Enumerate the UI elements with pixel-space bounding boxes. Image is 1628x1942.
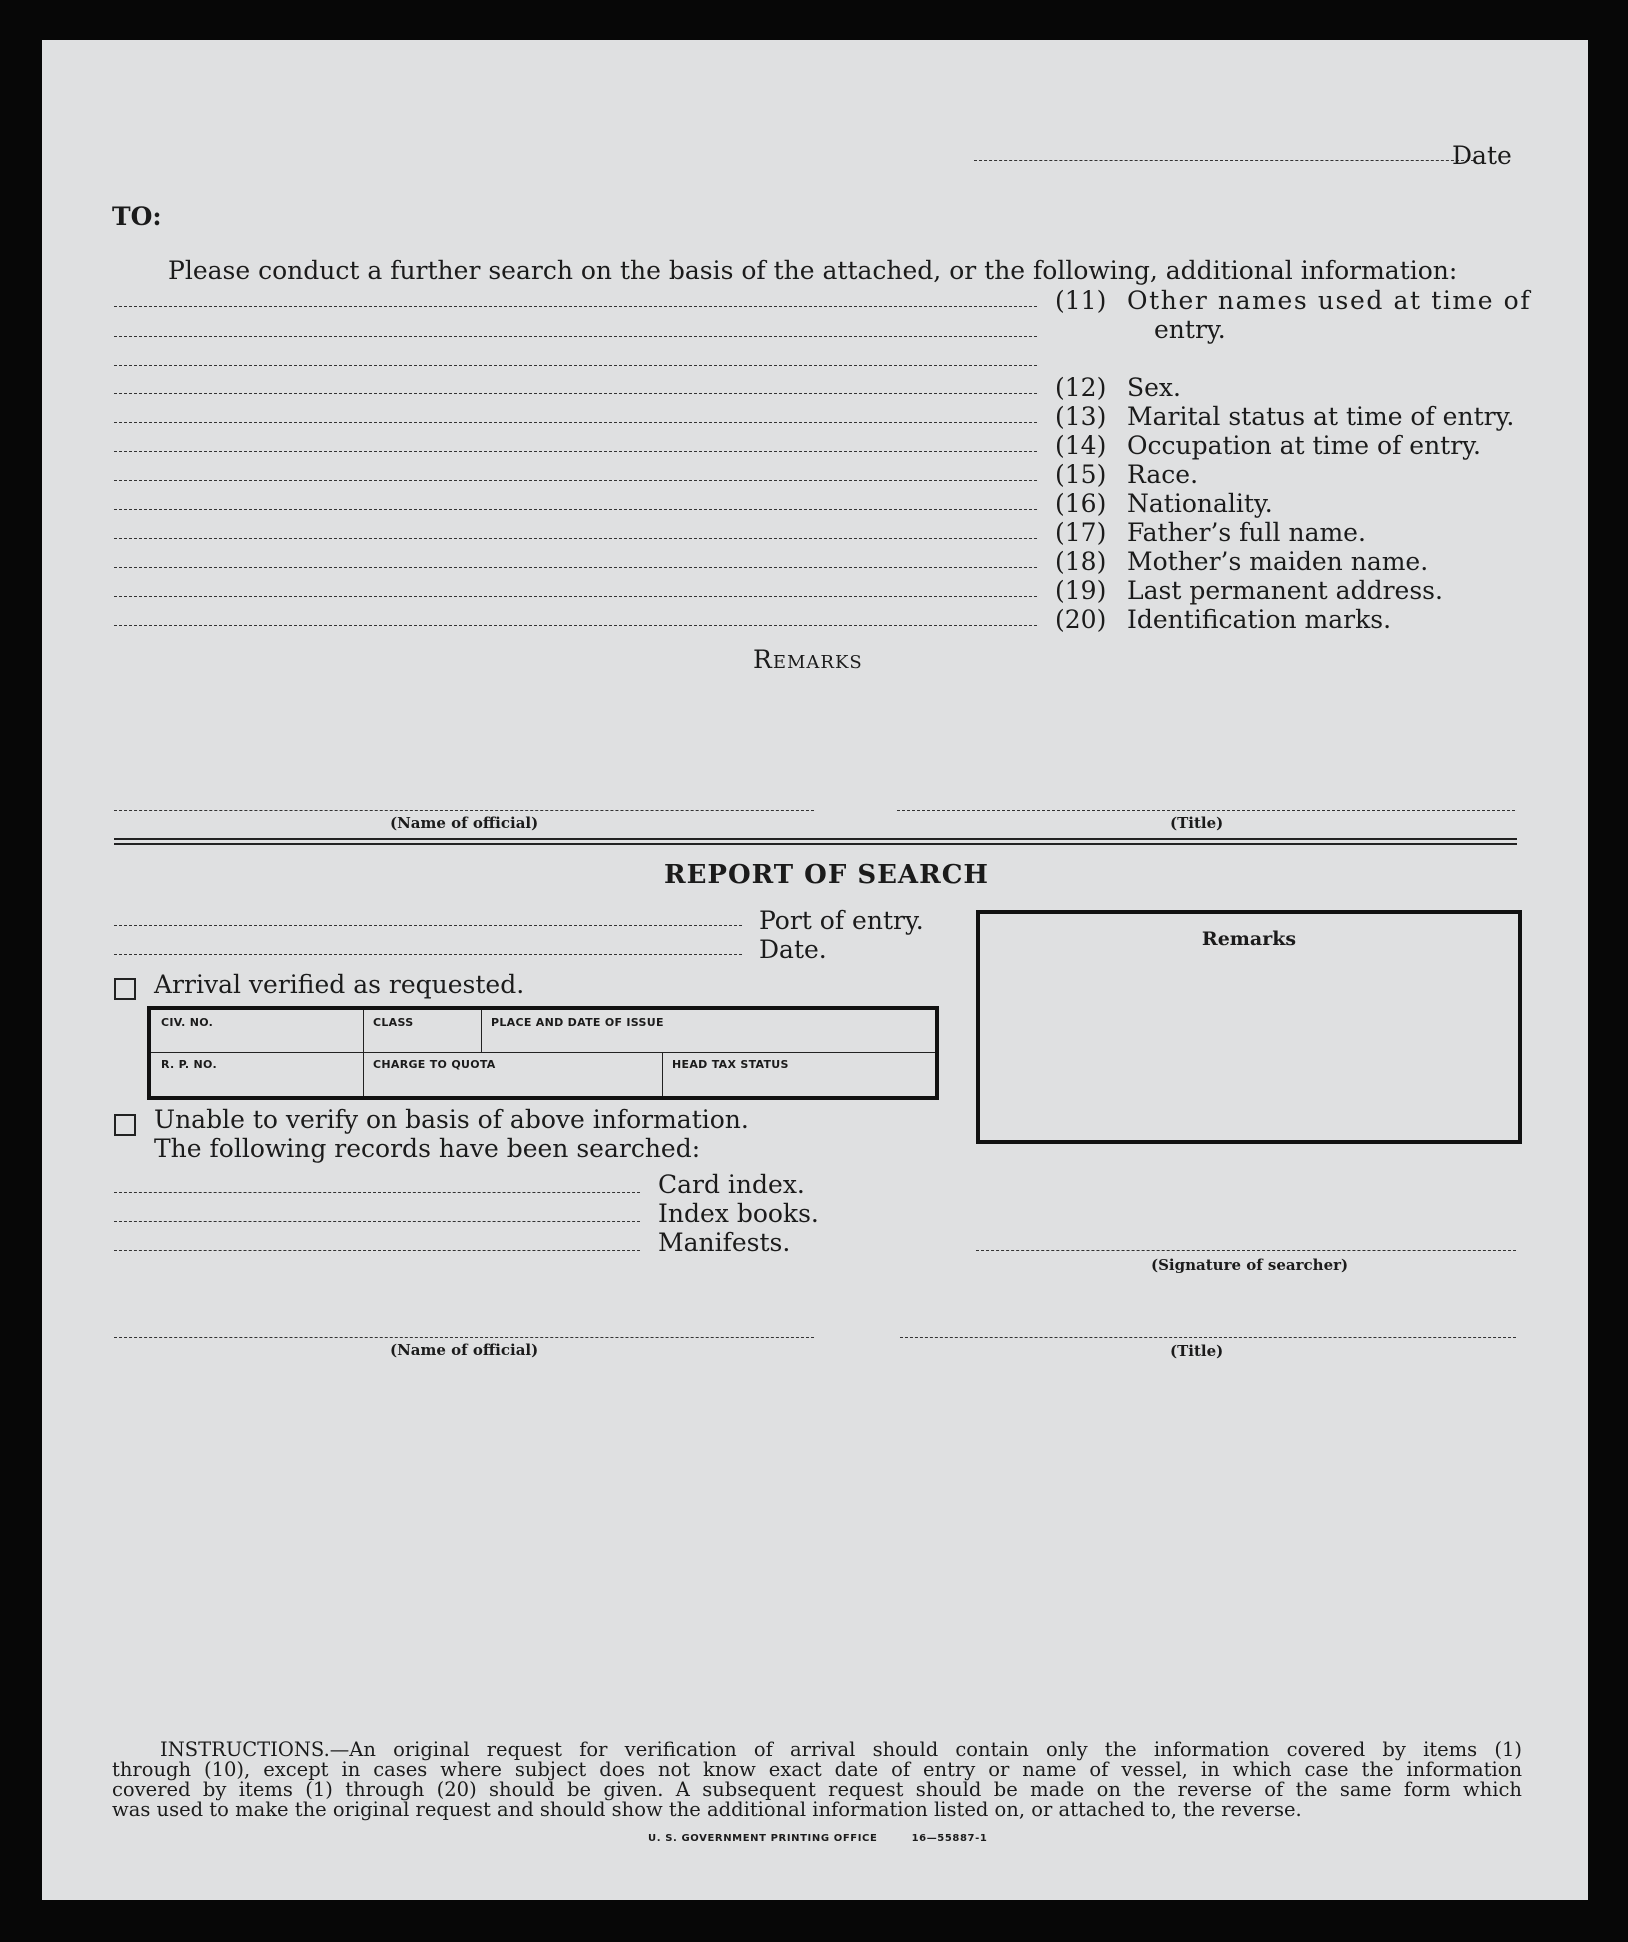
records-searched-label: The following records have been searched: (154, 1134, 701, 1163)
info-line[interactable] (114, 596, 1037, 597)
table-divider (481, 1010, 482, 1052)
civ-no-cell[interactable]: CIV. NO. (161, 1016, 214, 1029)
item-16: (16) Nationality. (1055, 489, 1273, 518)
report-remarks-box[interactable] (976, 910, 1522, 1144)
printer-imprint (648, 1833, 987, 1844)
report-date-line[interactable] (114, 954, 742, 955)
remarks-heading: Remarks (753, 645, 863, 674)
unable-verify-label: Unable to verify on basis of above information. (154, 1105, 749, 1134)
date-line[interactable] (974, 160, 1474, 161)
item-12: (12) Sex. (1055, 373, 1181, 402)
arrival-verified-checkbox[interactable] (114, 978, 136, 1000)
info-line[interactable] (114, 538, 1037, 539)
table-divider (363, 1010, 364, 1096)
manifests-label: Manifests. (658, 1228, 791, 1257)
title-line[interactable] (897, 810, 1515, 811)
info-line[interactable] (114, 306, 1037, 307)
charge-to-quota-cell[interactable]: CHARGE TO QUOTA (373, 1058, 496, 1071)
report-remarks-title: Remarks (1201, 928, 1297, 950)
index-books-line[interactable] (114, 1221, 640, 1222)
table-divider (662, 1052, 663, 1096)
official-name-caption: (Name of official) (390, 814, 539, 832)
instructions-line: covered by items (1) through (20) should be given. A subsequent request should be made on the reverse of the same form which (112, 1778, 1522, 1801)
info-line[interactable] (114, 509, 1037, 510)
form-number: 16—55887-1 (911, 1833, 988, 1844)
report-title-line[interactable] (900, 1337, 1516, 1338)
info-line[interactable] (114, 567, 1037, 568)
place-date-issue-cell[interactable]: PLACE AND DATE OF ISSUE (491, 1016, 664, 1029)
report-date-label: Date. (759, 935, 827, 964)
item-19: (19) Last permanent address. (1055, 576, 1443, 605)
instructions-line: INSTRUCTIONS.—An original request for verification of arrival should contain only the information covered by items (1) (160, 1738, 1522, 1761)
info-line[interactable] (114, 625, 1037, 626)
index-books-label: Index books. (658, 1199, 819, 1228)
searcher-signature-line[interactable] (976, 1250, 1516, 1251)
verification-table (147, 1006, 939, 1100)
date-label: Date (1452, 141, 1512, 170)
class-cell[interactable]: CLASS (373, 1016, 414, 1029)
info-line[interactable] (114, 365, 1037, 366)
report-title-caption: (Title) (1170, 1342, 1224, 1360)
section-divider (114, 843, 1517, 845)
rp-no-cell[interactable]: R. P. NO. (161, 1058, 217, 1071)
card-index-label: Card index. (658, 1170, 805, 1199)
port-line[interactable] (114, 925, 742, 926)
item-20: (20) Identification marks. (1055, 605, 1392, 634)
info-line[interactable] (114, 451, 1037, 452)
item-13: (13) Marital status at time of entry. (1055, 402, 1515, 431)
head-tax-status-cell[interactable]: HEAD TAX STATUS (672, 1058, 789, 1071)
item-18: (18) Mother’s maiden name. (1055, 547, 1429, 576)
item-11-cont: entry. (1154, 315, 1226, 344)
instructions (112, 1740, 1522, 1820)
item-14: (14) Occupation at time of entry. (1055, 431, 1481, 460)
table-divider (151, 1052, 935, 1053)
arrival-verified-label: Arrival verified as requested. (154, 970, 525, 999)
form-page (42, 40, 1588, 1900)
to-label: TO: (112, 202, 162, 231)
info-line[interactable] (114, 336, 1037, 337)
port-label: Port of entry. (759, 906, 924, 935)
title-caption: (Title) (1170, 814, 1224, 832)
request-intro: Please conduct a further search on the basis of the attached, or the following, additional information: (168, 256, 1458, 285)
item-11: (11) Other names used at time of (1055, 286, 1532, 315)
info-line[interactable] (114, 422, 1037, 423)
printer-name: U. S. GOVERNMENT PRINTING OFFICE (648, 1833, 878, 1844)
report-official-name-caption: (Name of official) (390, 1341, 539, 1359)
item-17: (17) Father’s full name. (1055, 518, 1366, 547)
item-15: (15) Race. (1055, 460, 1199, 489)
section-divider (114, 838, 1517, 840)
searcher-signature-caption: (Signature of searcher) (1151, 1256, 1349, 1274)
report-official-name-line[interactable] (114, 1337, 814, 1338)
report-heading: REPORT OF SEARCH (664, 860, 989, 890)
card-index-line[interactable] (114, 1192, 640, 1193)
manifests-line[interactable] (114, 1250, 640, 1251)
info-line[interactable] (114, 480, 1037, 481)
info-line[interactable] (114, 393, 1037, 394)
instructions-line: through (10), except in cases where subject does not know exact date of entry or name of vessel, in which case the information (112, 1758, 1522, 1781)
instructions-line: was used to make the original request and should show the additional information listed on, or attached to, the reverse. (112, 1798, 1302, 1821)
unable-verify-checkbox[interactable] (114, 1114, 136, 1136)
official-name-line[interactable] (114, 810, 814, 811)
